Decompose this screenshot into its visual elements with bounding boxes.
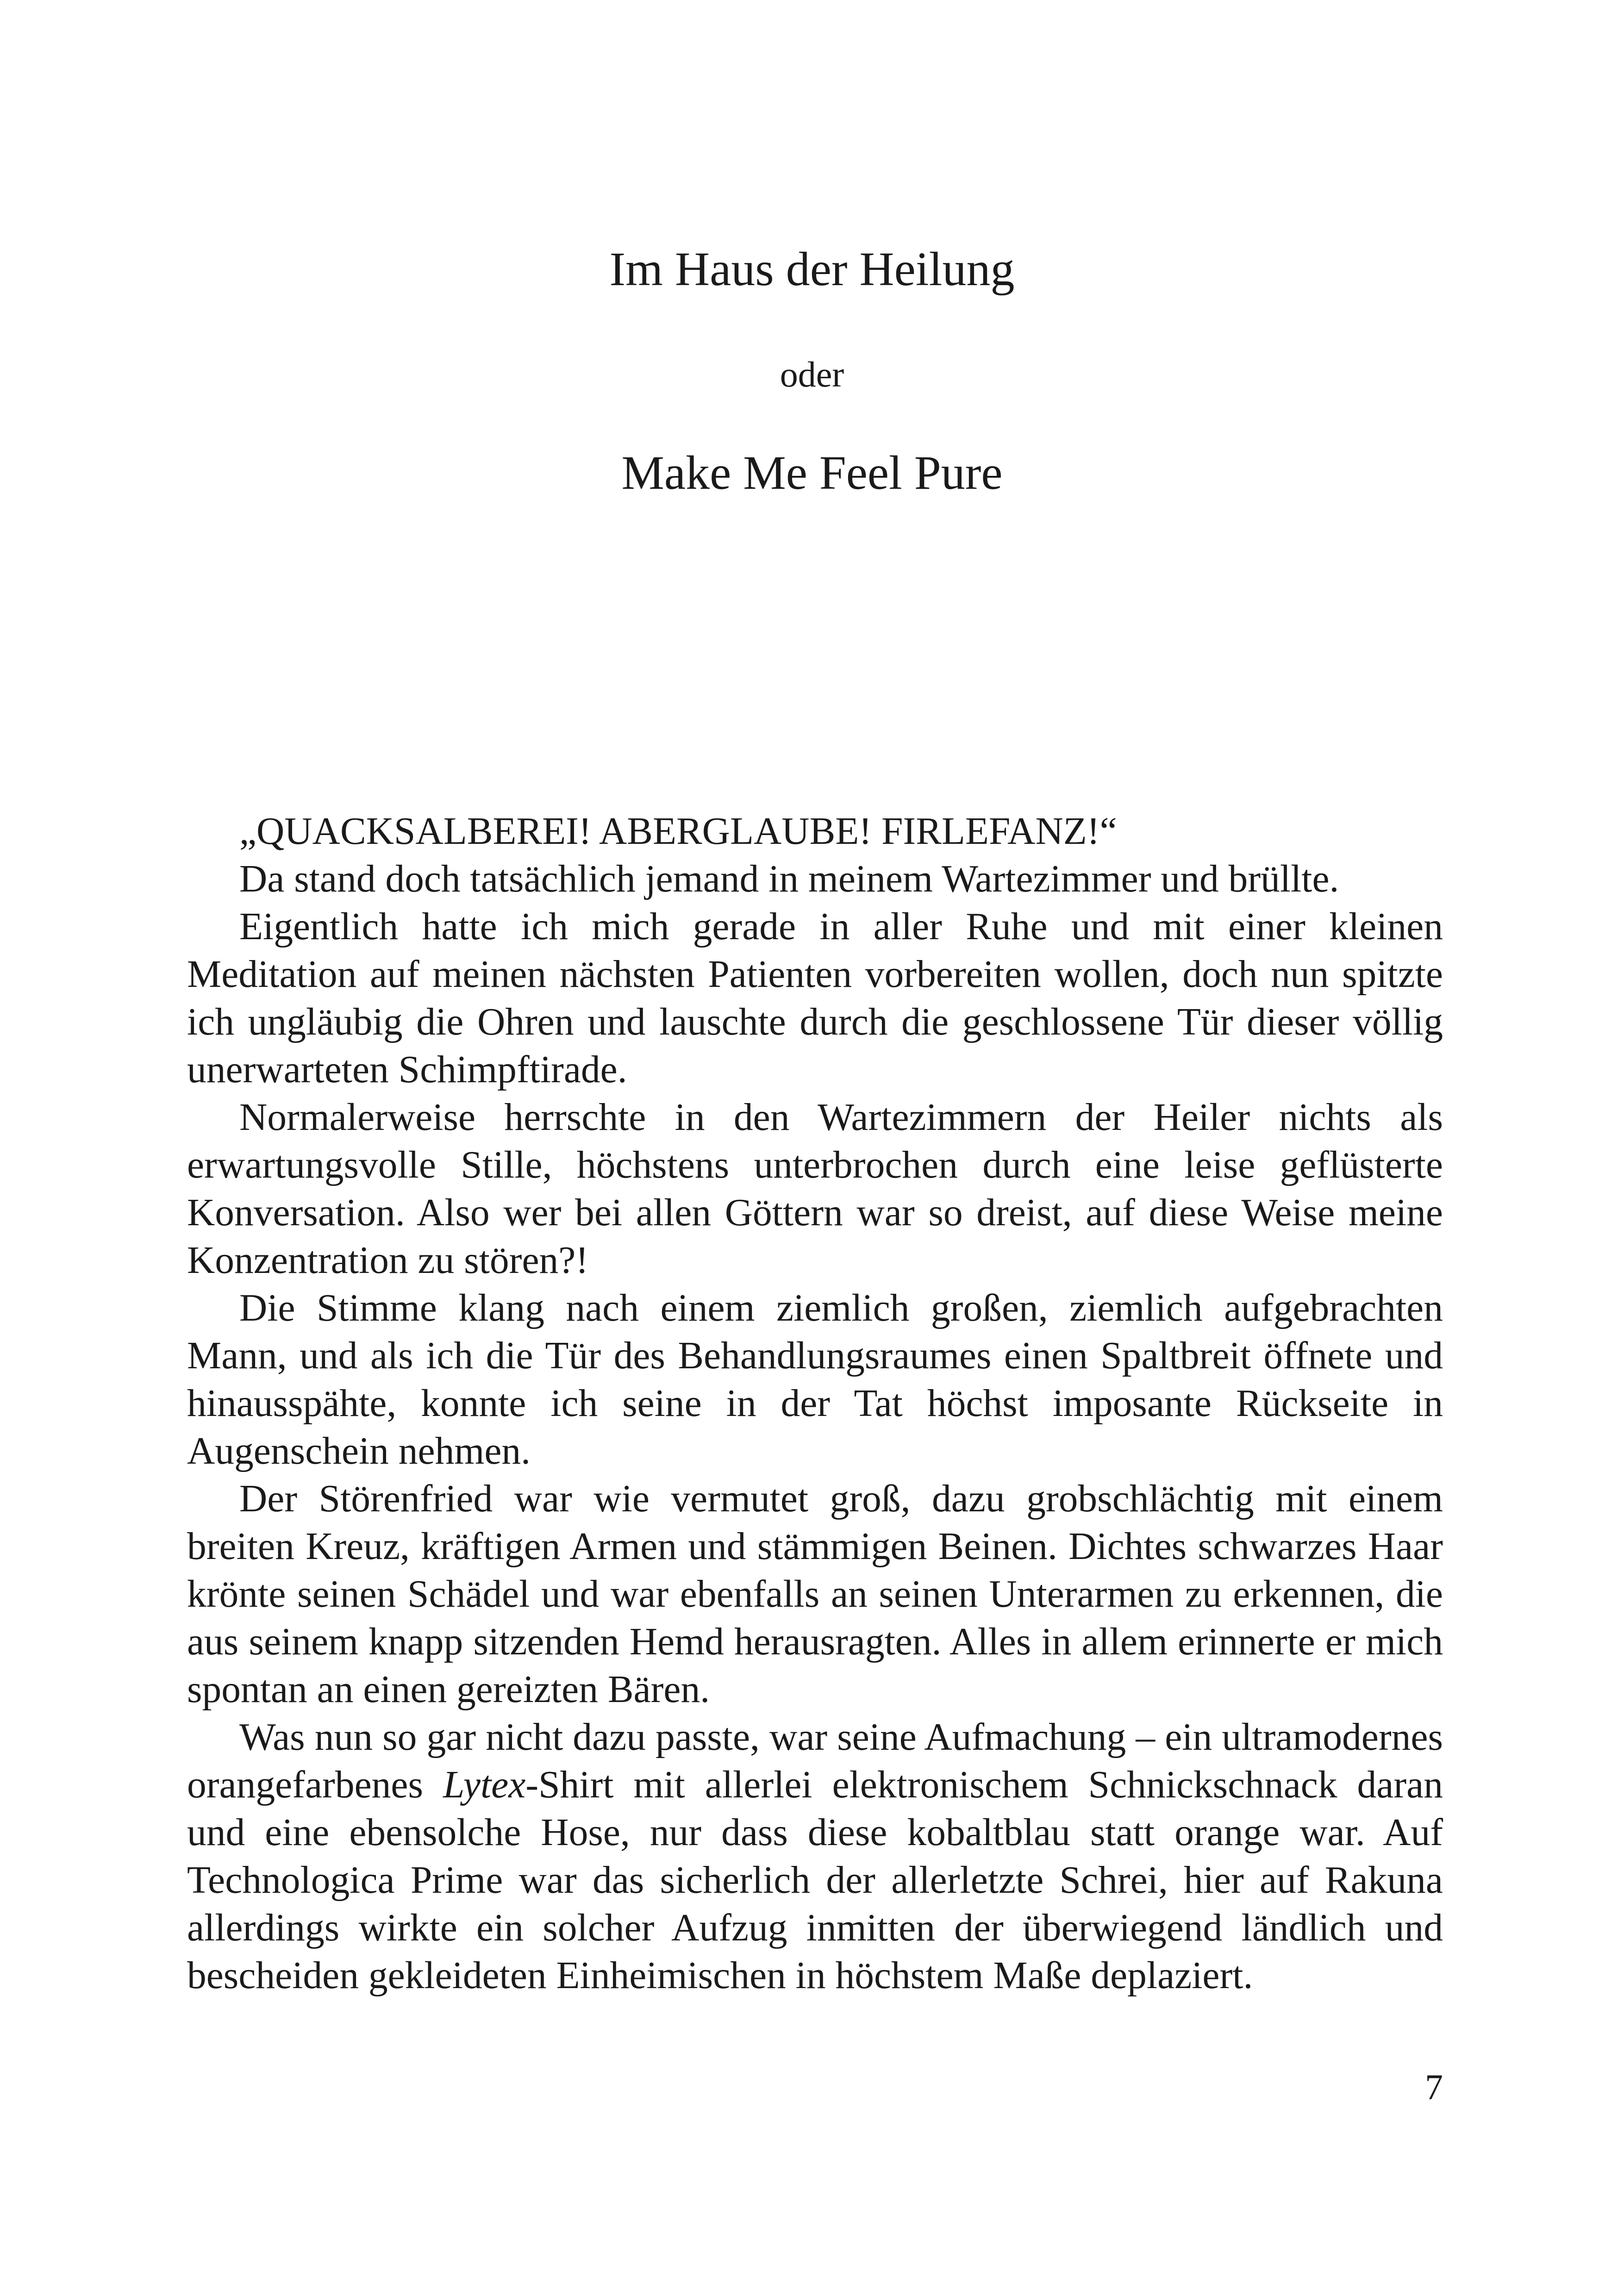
paragraph-7-start: Was nun so gar nicht dazu passte, war seine Aufmachung – ein ultramodernes orangefarbenes [187,1716,1443,1806]
title-connector: oder [780,354,844,394]
body-text [187,808,1443,2000]
chapter-title: Im Haus der Heilung [609,243,1015,296]
paragraph-2: Da stand doch tatsächlich jemand in meinem Wartezimmer und brüllte. [239,858,1339,900]
paragraph-7-end: -Shirt mit allerlei elektronischem Schnickschnack daran und eine ebensolche Hose, nur dass diese kobaltblau statt orange war. Auf Technologica Prime war das sicherlich der allerletzte Schrei, hier auf Rakuna allerdings wirkte ein solcher Aufzug inmitten der überwiegend ländlich und bescheiden gekleideten Einheimischen in höchstem Maße deplaziert. [187,1764,1443,1997]
paragraph-7 [187,1714,1443,2000]
paragraph-5: Die Stimme klang nach einem ziemlich großen, ziemlich aufgebrachten Mann, und als ich die Tür des Behandlungsraumes einen Spaltbreit öffnete und hinausspähte, konnte ich seine in der Tat höchst imposante Rückseite in Augenschein nehmen. [187,1287,1443,1472]
paragraph-6: Der Störenfried war wie vermutet groß, dazu grobschlächtig mit einem breiten Kreuz, kräftigen Armen und stämmigen Beinen. Dichtes schwarzes Haar krönte seinen Schädel und war ebenfalls an seinen Unterarmen zu erkennen, die aus seinem knapp sitzenden Hemd herausragten. Alles in allem erinnerte er mich spontan an einen gereizten Bären. [187,1478,1443,1711]
chapter-subtitle: Make Me Feel Pure [621,446,1003,499]
paragraph-4: Normalerweise herrschte in den Wartezimmern der Heiler nichts als erwartungsvolle Stille, höchstens unterbrochen durch eine leise geflüsterte Konversation. Also wer bei allen Göttern war so dreist, auf diese Weise meine Konzentration zu stören?! [187,1096,1443,1282]
italic-term: Lytex [443,1764,526,1806]
paragraph-1: „QUACKSALBEREI! ABERGLAUBE! FIRLEFANZ!“ [239,810,1117,853]
page-number: 7 [1425,2067,1443,2107]
paragraph-3: Eigentlich hatte ich mich gerade in aller Ruhe und mit einer kleinen Meditation auf meinen nächsten Patienten vorbereiten wollen, doch nun spitzte ich ungläubig die Ohren und lauschte durch die geschlossene Tür dieser völlig unerwarteten Schimpftirade. [187,905,1443,1091]
